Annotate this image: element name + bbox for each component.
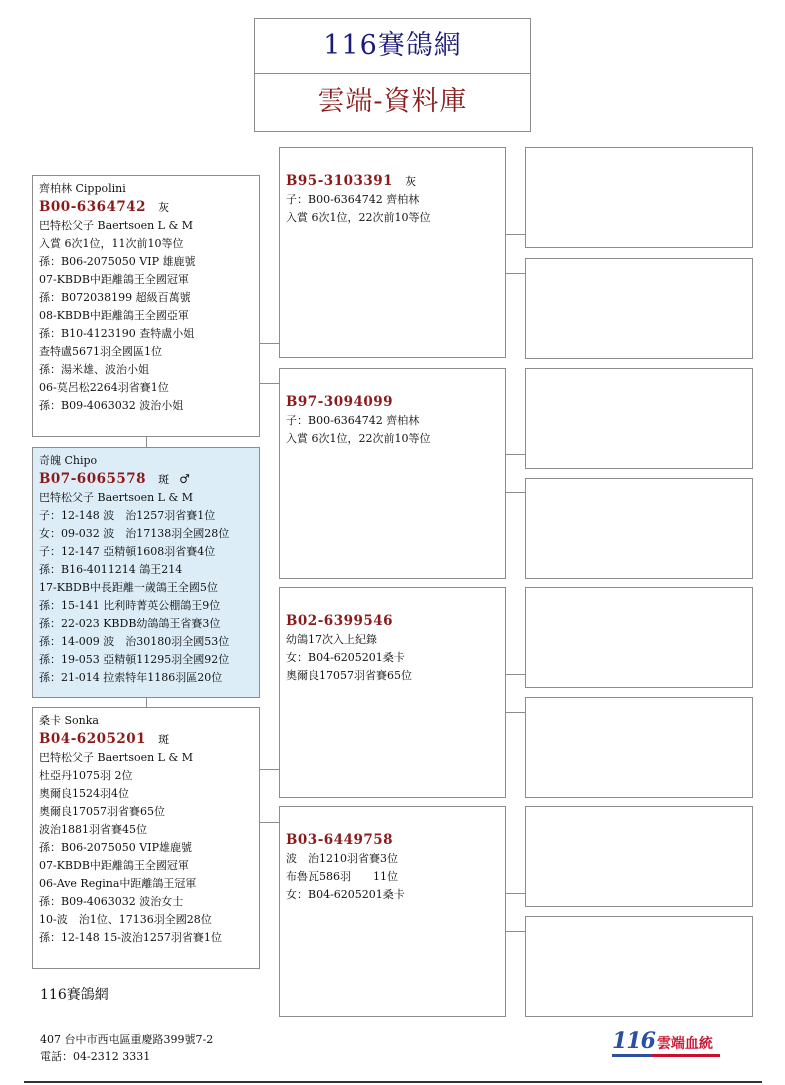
dam-sire-line: 幼鴿17次入上紀錄 <box>286 633 377 646</box>
subject-line: 孫：14-009 波 治30180羽全國53位 <box>39 635 230 648</box>
dam-line: 孫：B09-4063032 波治女士 <box>39 895 184 908</box>
ancestor-card-empty[interactable] <box>525 368 753 469</box>
sire-sire-line: 子：B00-6364742 齊柏林 <box>286 193 420 206</box>
logo-text: 雲端血統 <box>656 1036 713 1052</box>
footer-phone: 電話：04-2312 3331 <box>40 1050 151 1063</box>
connector-dam-branch-b <box>259 822 280 823</box>
sire-line: 孫：湯米雄、波治小姐 <box>39 363 149 376</box>
connector-sire-branch <box>259 383 280 384</box>
dam-line: 巴特松父子 Baertsoen L & M <box>39 751 194 764</box>
connector-c2-4 <box>505 893 526 894</box>
dam-line: 10-波 治1位、17136羽全國28位 <box>39 913 212 926</box>
dam-dam-ring: B03-6449758 <box>286 832 394 848</box>
sire-line: 巴特松父子 Baertsoen L & M <box>39 219 194 232</box>
connector-c2-4b <box>505 931 526 932</box>
connector-c2-3b <box>505 712 526 713</box>
dam-ring: B04-6205201 <box>39 731 147 747</box>
footer-divider <box>24 1081 762 1083</box>
footer-address: 407 台中市西屯區重慶路399號7-2 <box>40 1033 214 1046</box>
sire-sire-color: 灰 <box>405 175 417 188</box>
subject-card[interactable] <box>32 447 260 698</box>
dam-sire-line: 女：B04-6205201桑卡 <box>286 651 405 664</box>
sire-line: 06-莫呂松2264羽省賽1位 <box>39 381 169 394</box>
sire-line: 孫：B06-2075050 VIP 雄鹿號 <box>39 255 196 268</box>
sire-sire-card[interactable] <box>279 147 506 358</box>
sire-line: 08-KBDB中距離鴿王全國亞軍 <box>39 309 189 322</box>
header-box <box>254 18 531 132</box>
sire-line: 孫：B10-4123190 查特盧小姐 <box>39 327 195 340</box>
subject-line: 孫：B16-4011214 鴿王214 <box>39 563 183 576</box>
footer-address-block <box>40 1031 213 1065</box>
sire-color: 灰 <box>158 201 170 214</box>
sire-line: 入賞 6次1位，11次前10等位 <box>39 237 184 250</box>
dam-sire-card[interactable] <box>279 587 506 798</box>
sire-dam-line: 子：B00-6364742 齊柏林 <box>286 414 420 427</box>
ancestor-card-empty[interactable] <box>525 258 753 359</box>
subject-line: 巴特松父子 Baertsoen L & M <box>39 491 194 504</box>
dam-color: 斑 <box>158 733 170 746</box>
ancestor-card-empty[interactable] <box>525 478 753 579</box>
subject-line: 子：12-148 波 治1257羽省賽1位 <box>39 509 216 522</box>
logo-number: 116 <box>612 1028 655 1054</box>
dam-sire-ring: B02-6399546 <box>286 613 394 629</box>
sire-line: 07-KBDB中距離鴿王全國冠軍 <box>39 273 189 286</box>
ancestor-card-empty[interactable] <box>525 806 753 907</box>
brand-logo <box>612 1028 713 1054</box>
sire-card[interactable] <box>32 175 260 437</box>
ancestor-card-empty[interactable] <box>525 697 753 798</box>
connector-c2-1b <box>505 273 526 274</box>
subject-line: 17-KBDB中長距離一歲鴿王全國5位 <box>39 581 218 594</box>
connector-c2-3 <box>505 674 526 675</box>
sire-dam-card[interactable] <box>279 368 506 579</box>
sire-line: 孫：B09-4063032 波治小姐 <box>39 399 184 412</box>
dam-line: 06-Ave Regina中距離鴿王冠軍 <box>39 877 197 890</box>
logo-underline-blue <box>612 1054 652 1057</box>
connector-c2-2b <box>505 492 526 493</box>
subject-line: 孫：19-053 亞精頓11295羽全國92位 <box>39 653 230 666</box>
ancestor-card-empty[interactable] <box>525 587 753 688</box>
sire-sire-ring: B95-3103391 <box>286 173 394 189</box>
dam-dam-line: 女：B04-6205201桑卡 <box>286 888 405 901</box>
subject-color: 斑 <box>158 473 170 486</box>
dam-name: 桑卡 Sonka <box>39 714 99 727</box>
logo-underline-red <box>652 1054 720 1057</box>
dam-line: 孫：12-148 15-波治1257羽省賽1位 <box>39 931 222 944</box>
subject-line: 女：09-032 波 治17138羽全國28位 <box>39 527 230 540</box>
dam-line: 杜亞丹1075羽 2位 <box>39 769 133 782</box>
dam-dam-card[interactable] <box>279 806 506 1017</box>
sire-name: 齊柏林 Cippolini <box>39 182 126 195</box>
sire-ring: B00-6364742 <box>39 199 147 215</box>
ancestor-card-empty[interactable] <box>525 147 753 248</box>
ancestor-card-empty[interactable] <box>525 916 753 1017</box>
footer-site-name: 116賽鴿網 <box>40 987 109 1003</box>
subject-line: 孫：21-014 拉索特年1186羽區20位 <box>39 671 223 684</box>
dam-line: 波治1881羽省賽45位 <box>39 823 147 836</box>
subject-line: 子：12-147 亞精頓1608羽省賽4位 <box>39 545 216 558</box>
dam-line: 孫：B06-2075050 VIP雄鹿號 <box>39 841 192 854</box>
subject-line: 孫：15-141 比利時菁英公棚鴿王9位 <box>39 599 221 612</box>
sire-line: 孫：B072038199 超級百萬號 <box>39 291 191 304</box>
dam-line: 奧爾良1524羽4位 <box>39 787 129 800</box>
subject-name: 奇魄 Chipo <box>39 454 98 467</box>
dam-dam-line: 布魯瓦586羽 11位 <box>286 870 398 883</box>
dam-line: 07-KBDB中距離鴿王全國冠軍 <box>39 859 189 872</box>
connector-c2-2 <box>505 454 526 455</box>
dam-dam-line: 波 治1210羽省賽3位 <box>286 852 398 865</box>
sire-dam-line: 入賞 6次1位，22次前10等位 <box>286 432 431 445</box>
connector-dam-branch-a <box>259 769 280 770</box>
connector-c2-1 <box>505 234 526 235</box>
dam-sire-line: 奧爾良17057羽省賽65位 <box>286 669 412 682</box>
page-title: 116賽鴿網 <box>255 19 530 74</box>
sire-sire-line: 入賞 6次1位，22次前10等位 <box>286 211 431 224</box>
sire-dam-ring: B97-3094099 <box>286 394 394 410</box>
sire-line: 查特盧5671羽全國區1位 <box>39 345 162 358</box>
dam-line: 奧爾良17057羽省賽65位 <box>39 805 165 818</box>
male-icon: ♂ <box>179 472 190 486</box>
page-subtitle: 雲端-資料庫 <box>317 86 468 117</box>
subject-line: 孫：22-023 KBDB幼鴿鴿王省賽3位 <box>39 617 221 630</box>
dam-card[interactable] <box>32 707 260 969</box>
connector-sire-to-parents <box>259 343 280 344</box>
subject-ring: B07-6065578 <box>39 471 147 487</box>
